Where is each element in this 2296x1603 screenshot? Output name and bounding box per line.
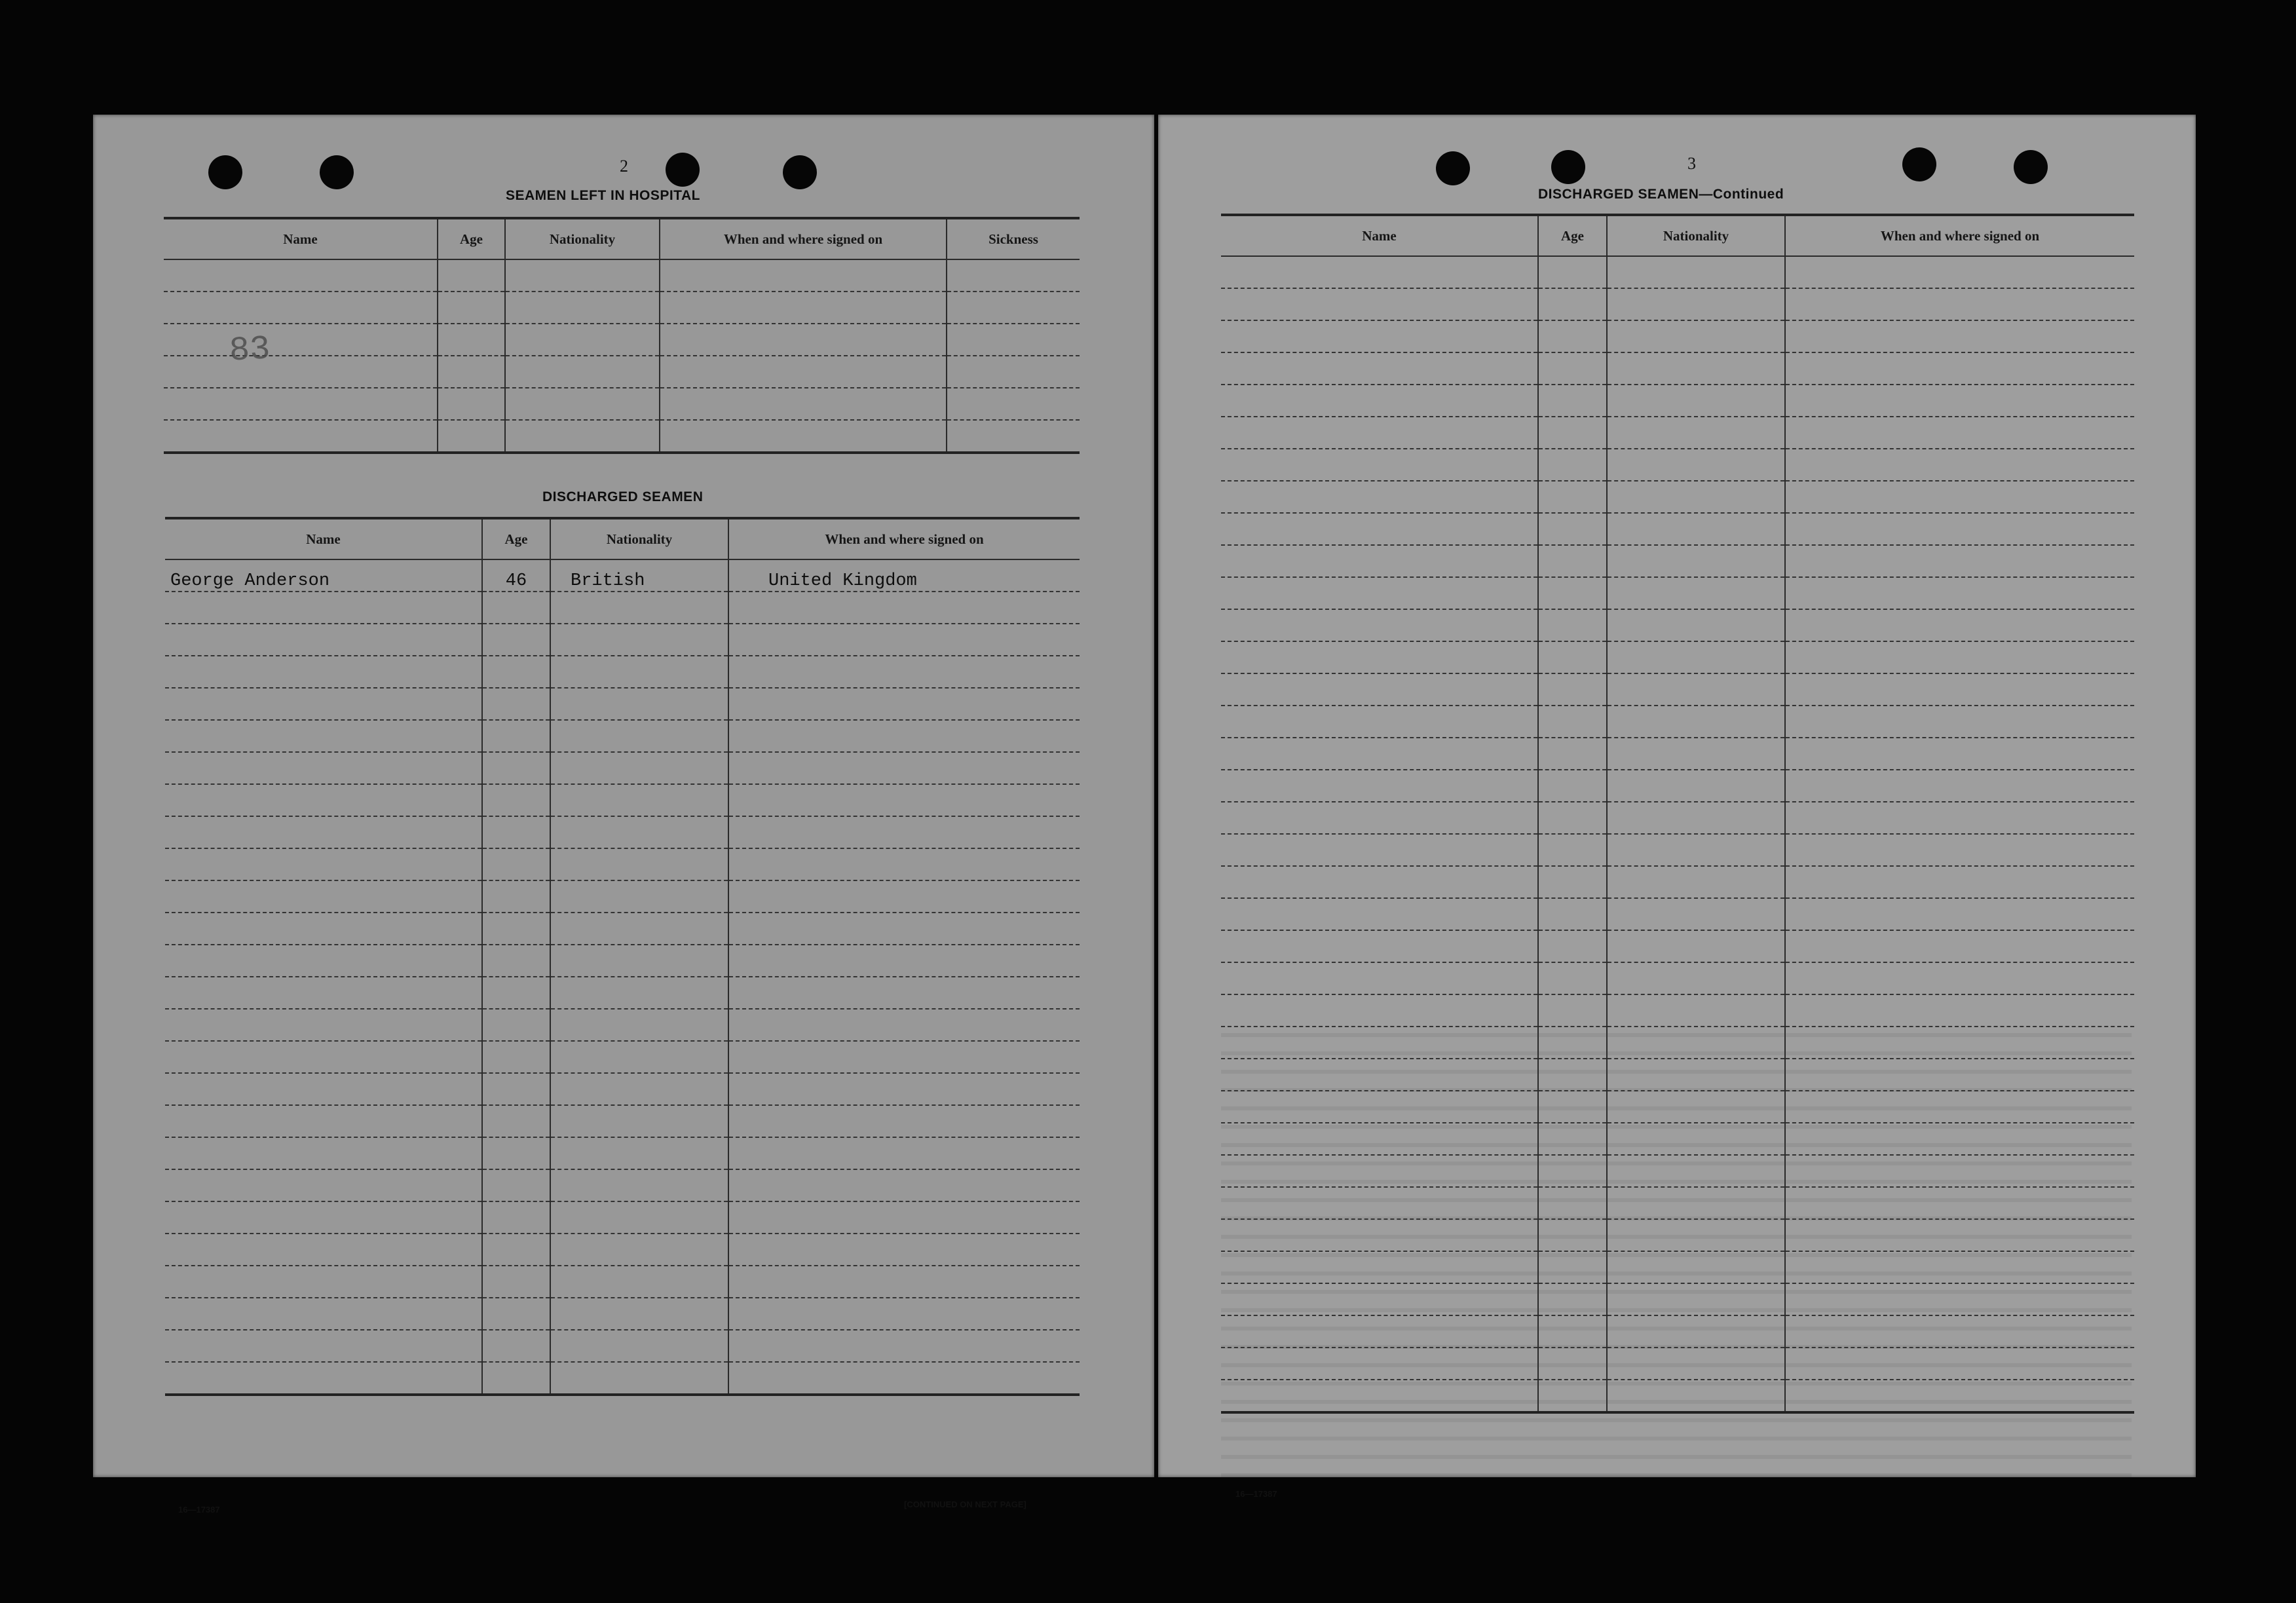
table-row (1221, 513, 2134, 545)
form-number: 16—17387 (1235, 1489, 1277, 1499)
punch-hole (666, 153, 700, 187)
table-row (165, 1266, 1080, 1298)
table-row (1221, 738, 2134, 770)
table-row (1221, 641, 2134, 673)
punch-hole (1902, 147, 1936, 181)
table-row (164, 356, 1080, 388)
table-row (1221, 352, 2134, 385)
column-header-age: Age (438, 218, 505, 259)
page-number: 3 (1687, 154, 1696, 173)
table-row (1221, 288, 2134, 320)
table-row (165, 688, 1080, 720)
punch-hole (208, 155, 242, 189)
punch-hole (1551, 150, 1585, 184)
punch-hole (783, 155, 817, 189)
table-row (165, 1298, 1080, 1330)
table-row (1221, 385, 2134, 417)
column-header-name: Name (1221, 215, 1538, 256)
seaman-signed-on: United Kingdom (728, 559, 1080, 592)
table-row (1221, 320, 2134, 352)
column-header-age: Age (1538, 215, 1607, 256)
handwritten-mark: 83 (228, 330, 271, 371)
column-header-name: Name (164, 218, 438, 259)
table-row (165, 720, 1080, 752)
form-number: 16—17387 (178, 1505, 220, 1515)
table-row (165, 1073, 1080, 1105)
hospital-section-title: SEAMEN LEFT IN HOSPITAL (506, 188, 700, 203)
left-page (93, 115, 1154, 1515)
table-row (1221, 834, 2134, 866)
column-header-signed-on: When and where signed on (728, 518, 1080, 559)
column-header-nationality: Nationality (1607, 215, 1785, 256)
column-header-nationality: Nationality (550, 518, 728, 559)
table-row (1221, 962, 2134, 994)
table-row (165, 752, 1080, 784)
table-row (1221, 256, 2134, 288)
page-number: 2 (620, 157, 628, 176)
table-row (165, 1362, 1080, 1395)
column-header-nationality: Nationality (505, 218, 660, 259)
table-row (165, 1201, 1080, 1234)
seaman-age: 46 (482, 559, 550, 592)
punch-hole (320, 155, 354, 189)
table-row (1221, 545, 2134, 577)
table-row (1221, 577, 2134, 609)
table-row (1221, 770, 2134, 802)
table-row (164, 420, 1080, 453)
table-row (165, 977, 1080, 1009)
table-row (164, 324, 1080, 356)
column-header-sickness: Sickness (947, 218, 1080, 259)
table-row (165, 1137, 1080, 1169)
table-row (164, 259, 1080, 292)
table-row (1221, 802, 2134, 834)
continued-note: [CONTINUED ON NEXT PAGE] (904, 1499, 1026, 1509)
table-row (1221, 930, 2134, 962)
table-row (1221, 609, 2134, 641)
column-header-signed-on: When and where signed on (660, 218, 947, 259)
title-suffix: —Continued (1699, 187, 1784, 202)
table-row (165, 1330, 1080, 1362)
table-row (165, 816, 1080, 848)
table-row (164, 388, 1080, 420)
table-row (165, 1041, 1080, 1073)
discharged-section-title: DISCHARGED SEAMEN (542, 489, 704, 504)
table-row (1221, 417, 2134, 449)
right-page (1158, 115, 2196, 1499)
punch-hole (1436, 151, 1470, 185)
table-row (165, 656, 1080, 688)
table-row (165, 945, 1080, 977)
table-row (165, 1169, 1080, 1201)
column-header-signed-on: When and where signed on (1785, 215, 2134, 256)
table-header-row (1221, 215, 2134, 256)
table-row (1221, 706, 2134, 738)
title-main: DISCHARGED SEAMEN (1538, 187, 1699, 202)
table-row (1221, 481, 2134, 513)
table-row (165, 880, 1080, 913)
table-row (165, 1009, 1080, 1041)
column-header-age: Age (482, 518, 550, 559)
seaman-name: George Anderson (165, 559, 482, 592)
table-row (1221, 449, 2134, 481)
bleed-through-text (1221, 1019, 2132, 1477)
table-row (165, 913, 1080, 945)
table-header-row (164, 218, 1080, 259)
discharged-table (165, 517, 1080, 1396)
table-header-row (165, 518, 1080, 559)
table-row (165, 1234, 1080, 1266)
column-header-name: Name (165, 518, 482, 559)
discharged-continued-title (1538, 187, 1784, 202)
table-row (165, 1105, 1080, 1137)
hospital-table (164, 217, 1080, 454)
table-row (1221, 866, 2134, 898)
table-row (165, 784, 1080, 816)
punch-hole (2014, 150, 2048, 184)
table-row (165, 624, 1080, 656)
table-row (165, 592, 1080, 624)
table-row (165, 848, 1080, 880)
table-row (1221, 898, 2134, 930)
table-row (164, 292, 1080, 324)
table-row (165, 559, 1080, 592)
table-row (1221, 673, 2134, 706)
seaman-nationality: British (550, 559, 728, 592)
